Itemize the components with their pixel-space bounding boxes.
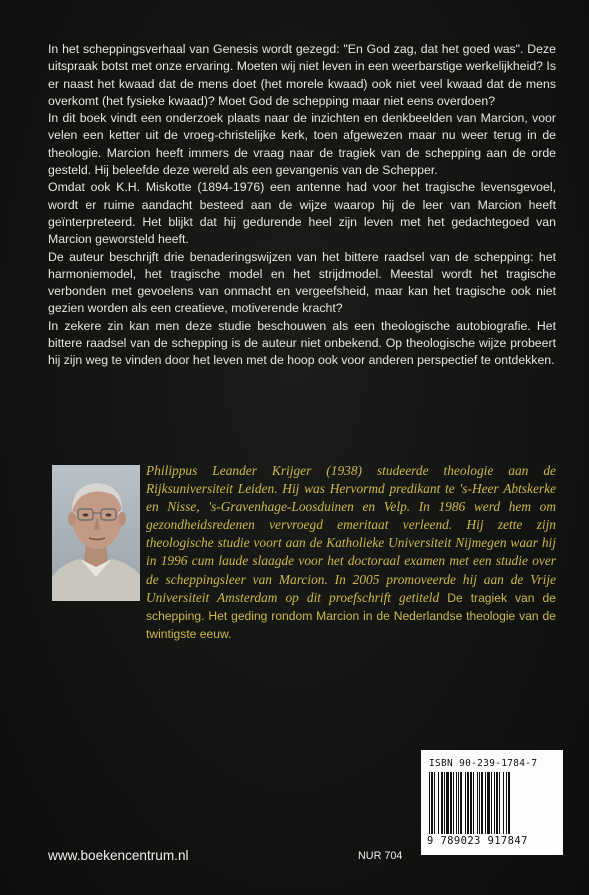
publisher-website: www.boekencentrum.nl xyxy=(48,848,189,863)
barcode-bar xyxy=(473,772,474,834)
barcode-bar xyxy=(450,772,452,834)
barcode-bar xyxy=(503,772,504,834)
barcode-bar xyxy=(446,772,449,834)
ean-digits: 9 789023 917847 xyxy=(427,835,528,847)
barcode-bar xyxy=(491,772,492,834)
barcode-bar xyxy=(453,772,454,834)
barcode-bars xyxy=(429,772,555,834)
blurb-paragraph: De auteur beschrijft drie benaderingswijzen van het bittere raadsel van de schepping: het harmoniemodel, het tragische model en het strijdmodel. Meestal wordt het tragische verbonden met gevoelens van onmacht en vergeefsheid, maar kan het tragische ook niet gezien worden als een creatieve, motiverende kracht? xyxy=(48,249,556,316)
barcode-bar xyxy=(429,772,430,834)
author-photo xyxy=(52,465,140,601)
isbn-barcode xyxy=(421,750,563,855)
barcode-bar xyxy=(460,772,462,834)
barcode-bar xyxy=(496,772,498,834)
barcode-bar xyxy=(499,772,500,834)
barcode-bar xyxy=(444,772,445,834)
barcode-bar xyxy=(434,772,435,834)
blurb-paragraph: In het scheppingsverhaal van Genesis wordt gezegd: "En God zag, dat het goed was". Deze uitspraak botst met onze ervaring. Moeten wij niet leven in een weerbarstige werkelijkheid? Is er naast het kwaad dat de mens doet (het morele kwaad) ook niet veel kwaad dat de mens overkomt (het fysieke kwaad)? Moet God de schepping maar niet eens overdoen? xyxy=(48,42,556,108)
barcode-bar xyxy=(485,772,486,834)
barcode-bar xyxy=(508,772,510,834)
book-title-reference: De tragiek van de schepping. Het geding rondom Marcion in de Nederlandse theologie van de twintigste eeuw. xyxy=(146,590,556,641)
author-bio-text xyxy=(146,462,556,643)
barcode-bar xyxy=(456,772,457,834)
author-portrait-illustration xyxy=(52,465,140,601)
nur-code: NUR 704 xyxy=(358,850,403,862)
barcode-bar xyxy=(481,772,483,834)
barcode-bar xyxy=(479,772,480,834)
barcode-bar xyxy=(441,772,443,834)
barcode-bar xyxy=(431,772,433,834)
barcode-bar xyxy=(494,772,495,834)
barcode-bar xyxy=(470,772,472,834)
barcode-bar xyxy=(467,772,469,834)
barcode-bar xyxy=(487,772,490,834)
barcode-bar xyxy=(477,772,478,834)
author-bio xyxy=(146,462,556,643)
barcode-bar xyxy=(438,772,439,834)
barcode-bar xyxy=(458,772,459,834)
barcode-bar xyxy=(506,772,507,834)
blurb-paragraph: In zekere zin kan men deze studie beschouwen als een theologische autobiografie. Het bittere raadsel van de schepping is de auteur niet onbekend. Op theologische wijze probeert hij zijn weg te vinden door het leven met de hoop ook voor anderen perspectief te ontdekken. xyxy=(48,318,556,368)
barcode-bar xyxy=(465,772,466,834)
blurb-paragraph: In dit boek vindt een onderzoek plaats naar de inzichten en denkbeelden van Marcion, voor velen een ketter uit de vroeg-christelijke kerk, toen afgewezen maar nu weer terug in de theologie. Marcion heeft immers de vraag naar de tragiek van de schepping aan de orde gesteld. Hij beleefde deze wereld als een gevangenis van de Schepper. xyxy=(48,111,556,178)
author-bio-description: Philippus Leander Krijger (1938) studeerde theologie aan de Rijksuniversiteit Leiden. Hij was Hervormd predikant te 's-Heer Abtskerke en Nisse, 's-Gravenhage-Loosduinen en Velp. In 1986 werd hem om gezondheidsredenen vervroegd emeritaat verleend. Hij zette zijn theologische studie voort aan de Katholieke Universiteit Nijmegen waar hij in 1996 cum laude slaagde voor het doctoraal examen met een studie over de scheppingsleer van Marcion. In 2005 promoveerde hij aan de Vrije Universiteit Amsterdam op dit proefschrift getiteld xyxy=(146,463,556,605)
blurb-paragraph: Omdat ook K.H. Miskotte (1894-1976) een antenne had voor het tragische levensgevoel, wordt er ruime aandacht besteed aan de wijze waarop hij de leer van Marcion heeft geïnterpreteerd. Het blijkt dat hij gedurende heel zijn leven met het gedachtegoed van Marcion geworsteld heeft. xyxy=(48,180,556,247)
isbn-number: ISBN 90-239-1784-7 xyxy=(429,758,538,769)
blurb xyxy=(48,41,556,370)
